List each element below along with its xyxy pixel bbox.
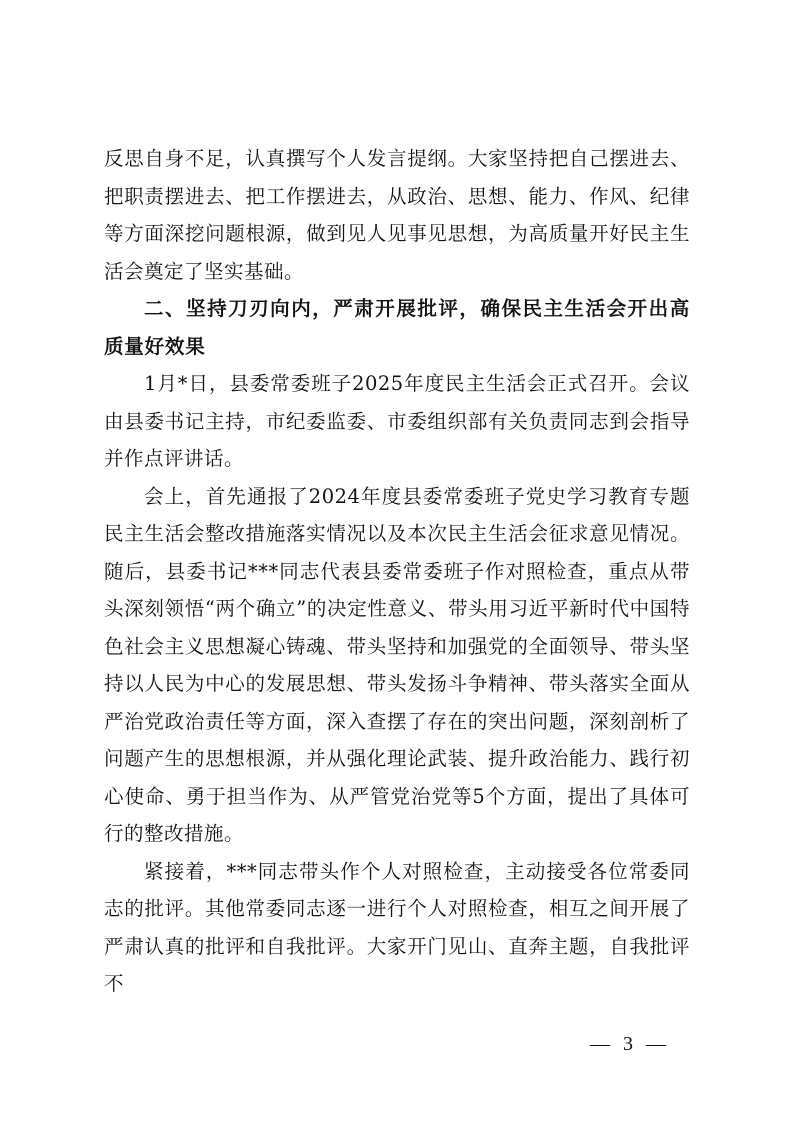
paragraph-meeting-opening: 1月*日，县委常委班子2025年度民主生活会正式召开。会议由县委书记主持，市纪委监委、市委组织部有关负责同志到会指导并作点评讲话。 (104, 372, 690, 470)
section-heading-2: 二、坚持刀刃向内，严肃开展批评，确保民主生活会开出高质量好效果 (104, 297, 690, 358)
paragraph-continuation: 反思自身不足，认真撰写个人发言提纲。大家坚持把自己摆进去、把职责摆进去、把工作摆进去，从政治、思想、能力、作风、纪律等方面深挖问题根源，做到见人见事见思想，为高质量开好民主生活会奠定了坚实基础。 (104, 147, 690, 283)
document-body (104, 140, 690, 1003)
paragraph-meeting-report: 会上，首先通报了2024年度县委常委班子党史学习教育专题民主生活会整改措施落实情况以及本次民主生活会征求意见情况。随后，县委书记***同志代表县委常委班子作对照检查，重点从带头深刻领悟“两个确立”的决定性意义、带头用习近平新时代中国特色社会主义思想凝心铸魂、带头坚持和加强党的全面领导、带头坚持以人民为中心的发展思想、带头发扬斗争精神、带头落实全面从严治党政治责任等方面，深入查摆了存在的突出问题，深刻剖析了问题产生的思想根源，并从强化理论武装、提升政治能力、践行初心使命、勇于担当作为、从严管党治党等5个方面，提出了具体可行的整改措施。 (104, 484, 690, 845)
page-number: — 3 — (590, 1033, 670, 1055)
paragraph-criticism: 紧接着，***同志带头作个人对照检查，主动接受各位常委同志的批评。其他常委同志逐一进行个人对照检查，相互之间开展了严肃认真的批评和自我批评。大家开门见山、直奔主题，自我批评不 (104, 859, 690, 995)
